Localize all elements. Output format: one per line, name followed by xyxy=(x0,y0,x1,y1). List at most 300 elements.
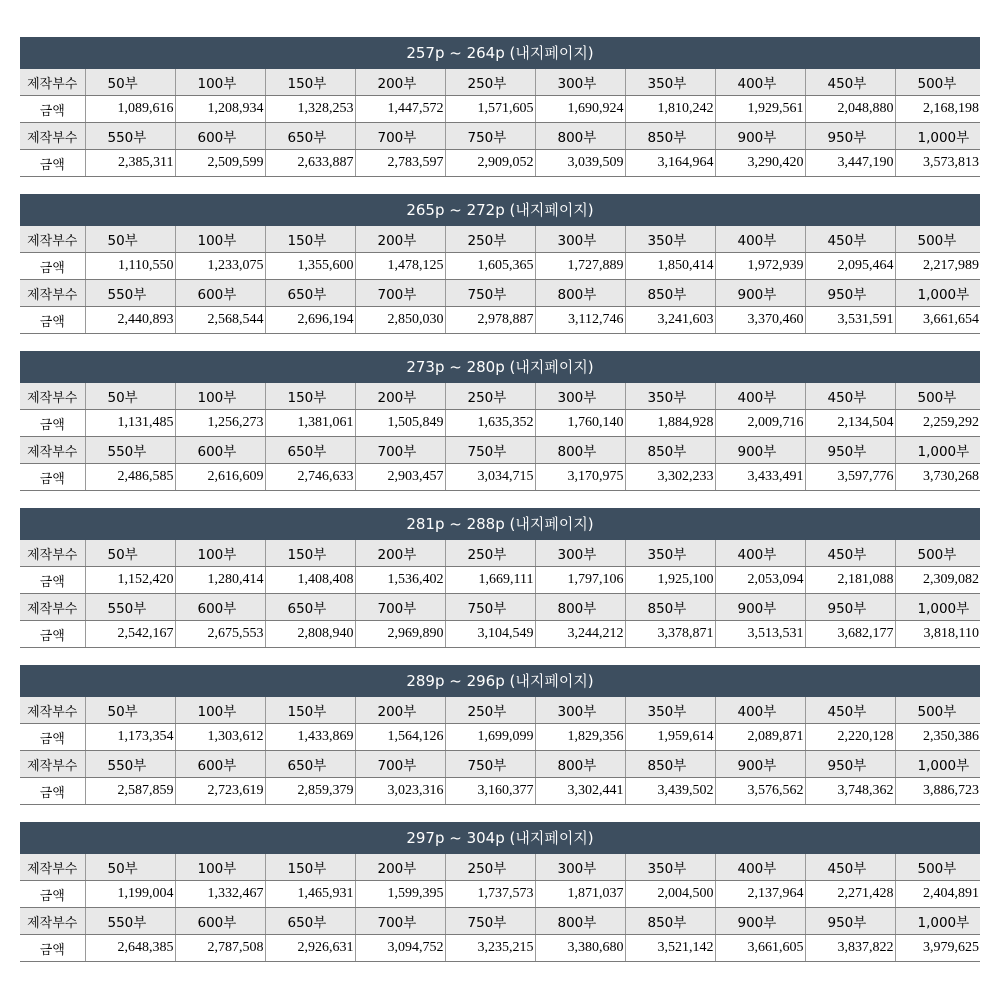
amount-cell: 2,969,890 xyxy=(355,621,445,648)
amount-row-label: 금액 xyxy=(20,567,85,594)
quantity-cell: 350부 xyxy=(625,540,715,567)
quantity-cell: 100부 xyxy=(175,540,265,567)
quantity-cell: 350부 xyxy=(625,383,715,410)
amount-cell: 2,633,887 xyxy=(265,150,355,177)
quantity-cell: 850부 xyxy=(625,594,715,621)
amount-cell: 3,160,377 xyxy=(445,778,535,805)
quantity-cell: 400부 xyxy=(715,383,805,410)
amount-cell: 1,884,928 xyxy=(625,410,715,437)
quantity-cell: 100부 xyxy=(175,226,265,253)
quantity-cell: 500부 xyxy=(895,540,980,567)
quantity-cell: 550부 xyxy=(85,280,175,307)
amount-cell: 1,727,889 xyxy=(535,253,625,280)
amount-cell: 1,131,485 xyxy=(85,410,175,437)
quantity-cell: 800부 xyxy=(535,594,625,621)
amount-cell: 2,486,585 xyxy=(85,464,175,491)
quantity-cell: 500부 xyxy=(895,854,980,881)
amount-cell: 3,573,813 xyxy=(895,150,980,177)
quantity-cell: 50부 xyxy=(85,697,175,724)
amount-cell: 2,053,094 xyxy=(715,567,805,594)
quantity-cell: 150부 xyxy=(265,854,355,881)
quantity-cell: 250부 xyxy=(445,383,535,410)
quantity-cell: 800부 xyxy=(535,908,625,935)
amount-cell: 1,760,140 xyxy=(535,410,625,437)
quantity-cell: 700부 xyxy=(355,437,445,464)
quantity-row-label: 제작부수 xyxy=(20,540,85,567)
price-tables xyxy=(20,37,980,979)
quantity-cell: 550부 xyxy=(85,123,175,150)
amount-cell: 1,303,612 xyxy=(175,724,265,751)
amount-cell: 3,597,776 xyxy=(805,464,895,491)
amount-cell: 1,669,111 xyxy=(445,567,535,594)
quantity-cell: 650부 xyxy=(265,594,355,621)
amount-row-label: 금액 xyxy=(20,881,85,908)
quantity-cell: 600부 xyxy=(175,908,265,935)
amount-cell: 2,385,311 xyxy=(85,150,175,177)
quantity-cell: 300부 xyxy=(535,69,625,96)
amount-cell: 3,302,233 xyxy=(625,464,715,491)
quantity-cell: 1,000부 xyxy=(895,123,980,150)
quantity-cell: 900부 xyxy=(715,280,805,307)
amount-cell: 3,244,212 xyxy=(535,621,625,648)
amount-cell: 1,256,273 xyxy=(175,410,265,437)
amount-cell: 3,023,316 xyxy=(355,778,445,805)
price-table xyxy=(20,69,980,177)
quantity-cell: 200부 xyxy=(355,226,445,253)
amount-cell: 2,542,167 xyxy=(85,621,175,648)
amount-cell: 1,972,939 xyxy=(715,253,805,280)
amount-cell: 3,439,502 xyxy=(625,778,715,805)
quantity-row xyxy=(20,854,980,881)
quantity-cell: 750부 xyxy=(445,908,535,935)
amount-cell: 3,370,460 xyxy=(715,307,805,334)
amount-cell: 1,173,354 xyxy=(85,724,175,751)
amount-cell: 1,381,061 xyxy=(265,410,355,437)
quantity-row xyxy=(20,69,980,96)
quantity-cell: 900부 xyxy=(715,123,805,150)
quantity-row-label: 제작부수 xyxy=(20,908,85,935)
quantity-cell: 200부 xyxy=(355,383,445,410)
amount-cell: 3,521,142 xyxy=(625,935,715,962)
amount-cell: 3,290,420 xyxy=(715,150,805,177)
amount-cell: 1,571,605 xyxy=(445,96,535,123)
quantity-cell: 300부 xyxy=(535,383,625,410)
amount-cell: 2,137,964 xyxy=(715,881,805,908)
quantity-cell: 100부 xyxy=(175,854,265,881)
amount-cell: 3,241,603 xyxy=(625,307,715,334)
amount-row xyxy=(20,253,980,280)
quantity-row-label: 제작부수 xyxy=(20,69,85,96)
quantity-cell: 1,000부 xyxy=(895,594,980,621)
quantity-cell: 400부 xyxy=(715,69,805,96)
quantity-cell: 400부 xyxy=(715,697,805,724)
quantity-cell: 350부 xyxy=(625,697,715,724)
quantity-cell: 350부 xyxy=(625,69,715,96)
quantity-cell: 600부 xyxy=(175,280,265,307)
amount-cell: 1,850,414 xyxy=(625,253,715,280)
quantity-cell: 500부 xyxy=(895,697,980,724)
section-title: 257p ~ 264p (내지페이지) xyxy=(20,37,980,69)
amount-cell: 2,616,609 xyxy=(175,464,265,491)
amount-cell: 3,447,190 xyxy=(805,150,895,177)
amount-cell: 1,280,414 xyxy=(175,567,265,594)
quantity-cell: 50부 xyxy=(85,69,175,96)
amount-row xyxy=(20,410,980,437)
amount-cell: 3,235,215 xyxy=(445,935,535,962)
amount-row-label: 금액 xyxy=(20,778,85,805)
quantity-cell: 450부 xyxy=(805,383,895,410)
quantity-cell: 300부 xyxy=(535,854,625,881)
amount-row-label: 금액 xyxy=(20,150,85,177)
amount-row xyxy=(20,150,980,177)
quantity-cell: 950부 xyxy=(805,437,895,464)
amount-cell: 3,682,177 xyxy=(805,621,895,648)
amount-cell: 2,404,891 xyxy=(895,881,980,908)
quantity-row xyxy=(20,226,980,253)
amount-cell: 1,208,934 xyxy=(175,96,265,123)
quantity-cell: 950부 xyxy=(805,123,895,150)
price-section xyxy=(20,351,980,508)
quantity-cell: 800부 xyxy=(535,751,625,778)
amount-cell: 1,536,402 xyxy=(355,567,445,594)
quantity-cell: 550부 xyxy=(85,437,175,464)
quantity-cell: 900부 xyxy=(715,594,805,621)
amount-cell: 3,433,491 xyxy=(715,464,805,491)
quantity-cell: 600부 xyxy=(175,751,265,778)
quantity-row xyxy=(20,437,980,464)
amount-cell: 2,675,553 xyxy=(175,621,265,648)
amount-cell: 1,635,352 xyxy=(445,410,535,437)
amount-cell: 2,220,128 xyxy=(805,724,895,751)
quantity-cell: 250부 xyxy=(445,226,535,253)
amount-row-label: 금액 xyxy=(20,410,85,437)
price-table xyxy=(20,226,980,334)
quantity-cell: 700부 xyxy=(355,280,445,307)
quantity-cell: 350부 xyxy=(625,854,715,881)
price-section xyxy=(20,508,980,665)
quantity-cell: 250부 xyxy=(445,540,535,567)
quantity-row-label: 제작부수 xyxy=(20,751,85,778)
amount-cell: 2,808,940 xyxy=(265,621,355,648)
amount-cell: 1,797,106 xyxy=(535,567,625,594)
quantity-cell: 500부 xyxy=(895,383,980,410)
amount-cell: 2,440,893 xyxy=(85,307,175,334)
amount-row-label: 금액 xyxy=(20,464,85,491)
quantity-row xyxy=(20,280,980,307)
quantity-cell: 300부 xyxy=(535,226,625,253)
amount-cell: 3,576,562 xyxy=(715,778,805,805)
quantity-cell: 650부 xyxy=(265,280,355,307)
quantity-row-label: 제작부수 xyxy=(20,437,85,464)
amount-cell: 1,152,420 xyxy=(85,567,175,594)
quantity-cell: 250부 xyxy=(445,69,535,96)
quantity-cell: 550부 xyxy=(85,594,175,621)
quantity-cell: 200부 xyxy=(355,697,445,724)
quantity-cell: 150부 xyxy=(265,226,355,253)
amount-cell: 2,783,597 xyxy=(355,150,445,177)
amount-cell: 2,095,464 xyxy=(805,253,895,280)
amount-row xyxy=(20,96,980,123)
amount-cell: 3,094,752 xyxy=(355,935,445,962)
quantity-cell: 100부 xyxy=(175,69,265,96)
quantity-cell: 850부 xyxy=(625,437,715,464)
quantity-cell: 200부 xyxy=(355,69,445,96)
quantity-row-label: 제작부수 xyxy=(20,697,85,724)
section-title: 289p ~ 296p (내지페이지) xyxy=(20,665,980,697)
quantity-cell: 400부 xyxy=(715,854,805,881)
amount-cell: 2,568,544 xyxy=(175,307,265,334)
amount-row-label: 금액 xyxy=(20,253,85,280)
quantity-cell: 750부 xyxy=(445,751,535,778)
amount-cell: 2,181,088 xyxy=(805,567,895,594)
amount-cell: 1,810,242 xyxy=(625,96,715,123)
amount-cell: 3,748,362 xyxy=(805,778,895,805)
amount-cell: 1,110,550 xyxy=(85,253,175,280)
amount-cell: 1,699,099 xyxy=(445,724,535,751)
amount-cell: 3,661,654 xyxy=(895,307,980,334)
amount-cell: 1,478,125 xyxy=(355,253,445,280)
amount-cell: 1,089,616 xyxy=(85,96,175,123)
quantity-cell: 450부 xyxy=(805,540,895,567)
amount-cell: 1,505,849 xyxy=(355,410,445,437)
amount-cell: 2,089,871 xyxy=(715,724,805,751)
amount-cell: 2,648,385 xyxy=(85,935,175,962)
amount-cell: 2,859,379 xyxy=(265,778,355,805)
amount-row xyxy=(20,621,980,648)
quantity-cell: 450부 xyxy=(805,69,895,96)
amount-cell: 2,746,633 xyxy=(265,464,355,491)
section-title: 297p ~ 304p (내지페이지) xyxy=(20,822,980,854)
quantity-cell: 750부 xyxy=(445,594,535,621)
quantity-cell: 50부 xyxy=(85,226,175,253)
quantity-cell: 850부 xyxy=(625,751,715,778)
amount-cell: 1,199,004 xyxy=(85,881,175,908)
amount-row-label: 금액 xyxy=(20,307,85,334)
quantity-row xyxy=(20,697,980,724)
quantity-cell: 300부 xyxy=(535,697,625,724)
amount-cell: 1,233,075 xyxy=(175,253,265,280)
quantity-cell: 200부 xyxy=(355,854,445,881)
amount-cell: 3,164,964 xyxy=(625,150,715,177)
price-section xyxy=(20,194,980,351)
quantity-row xyxy=(20,540,980,567)
quantity-row-label: 제작부수 xyxy=(20,226,85,253)
amount-cell: 1,737,573 xyxy=(445,881,535,908)
quantity-row xyxy=(20,123,980,150)
amount-cell: 2,587,859 xyxy=(85,778,175,805)
amount-cell: 2,048,880 xyxy=(805,96,895,123)
quantity-cell: 800부 xyxy=(535,280,625,307)
quantity-cell: 850부 xyxy=(625,123,715,150)
quantity-cell: 950부 xyxy=(805,280,895,307)
quantity-cell: 100부 xyxy=(175,697,265,724)
amount-cell: 1,605,365 xyxy=(445,253,535,280)
quantity-cell: 150부 xyxy=(265,697,355,724)
amount-cell: 3,378,871 xyxy=(625,621,715,648)
amount-cell: 2,909,052 xyxy=(445,150,535,177)
amount-cell: 3,730,268 xyxy=(895,464,980,491)
quantity-cell: 150부 xyxy=(265,540,355,567)
quantity-cell: 750부 xyxy=(445,280,535,307)
quantity-cell: 600부 xyxy=(175,437,265,464)
price-table xyxy=(20,697,980,805)
amount-cell: 2,271,428 xyxy=(805,881,895,908)
section-title: 265p ~ 272p (내지페이지) xyxy=(20,194,980,226)
amount-cell: 3,380,680 xyxy=(535,935,625,962)
amount-cell: 3,886,723 xyxy=(895,778,980,805)
quantity-cell: 650부 xyxy=(265,123,355,150)
amount-cell: 2,259,292 xyxy=(895,410,980,437)
quantity-cell: 700부 xyxy=(355,908,445,935)
quantity-row xyxy=(20,908,980,935)
price-section xyxy=(20,665,980,822)
quantity-cell: 850부 xyxy=(625,280,715,307)
quantity-cell: 750부 xyxy=(445,123,535,150)
quantity-cell: 400부 xyxy=(715,540,805,567)
amount-row-label: 금액 xyxy=(20,935,85,962)
quantity-cell: 150부 xyxy=(265,69,355,96)
section-title: 273p ~ 280p (내지페이지) xyxy=(20,351,980,383)
amount-row-label: 금액 xyxy=(20,96,85,123)
quantity-cell: 1,000부 xyxy=(895,751,980,778)
amount-cell: 1,433,869 xyxy=(265,724,355,751)
quantity-cell: 650부 xyxy=(265,751,355,778)
quantity-cell: 600부 xyxy=(175,594,265,621)
quantity-row xyxy=(20,383,980,410)
quantity-cell: 450부 xyxy=(805,854,895,881)
amount-cell: 2,850,030 xyxy=(355,307,445,334)
quantity-cell: 550부 xyxy=(85,751,175,778)
amount-cell: 1,564,126 xyxy=(355,724,445,751)
amount-row xyxy=(20,881,980,908)
amount-cell: 3,302,441 xyxy=(535,778,625,805)
amount-cell: 3,661,605 xyxy=(715,935,805,962)
quantity-cell: 650부 xyxy=(265,437,355,464)
quantity-cell: 550부 xyxy=(85,908,175,935)
amount-cell: 3,531,591 xyxy=(805,307,895,334)
amount-cell: 1,959,614 xyxy=(625,724,715,751)
amount-cell: 3,818,110 xyxy=(895,621,980,648)
quantity-cell: 50부 xyxy=(85,854,175,881)
amount-cell: 2,004,500 xyxy=(625,881,715,908)
amount-cell: 3,034,715 xyxy=(445,464,535,491)
amount-cell: 2,787,508 xyxy=(175,935,265,962)
quantity-cell: 250부 xyxy=(445,697,535,724)
amount-cell: 3,112,746 xyxy=(535,307,625,334)
amount-cell: 2,723,619 xyxy=(175,778,265,805)
amount-cell: 1,690,924 xyxy=(535,96,625,123)
amount-cell: 2,168,198 xyxy=(895,96,980,123)
amount-cell: 1,465,931 xyxy=(265,881,355,908)
quantity-cell: 800부 xyxy=(535,123,625,150)
amount-cell: 1,871,037 xyxy=(535,881,625,908)
amount-cell: 2,309,082 xyxy=(895,567,980,594)
amount-row xyxy=(20,724,980,751)
amount-cell: 1,332,467 xyxy=(175,881,265,908)
amount-cell: 1,929,561 xyxy=(715,96,805,123)
quantity-cell: 750부 xyxy=(445,437,535,464)
quantity-cell: 250부 xyxy=(445,854,535,881)
amount-cell: 3,104,549 xyxy=(445,621,535,648)
amount-row xyxy=(20,778,980,805)
amount-cell: 3,837,822 xyxy=(805,935,895,962)
amount-row xyxy=(20,567,980,594)
quantity-cell: 950부 xyxy=(805,594,895,621)
amount-cell: 1,829,356 xyxy=(535,724,625,751)
price-section xyxy=(20,822,980,979)
quantity-cell: 400부 xyxy=(715,226,805,253)
amount-cell: 1,408,408 xyxy=(265,567,355,594)
amount-cell: 2,978,887 xyxy=(445,307,535,334)
amount-cell: 2,009,716 xyxy=(715,410,805,437)
amount-cell: 2,134,504 xyxy=(805,410,895,437)
amount-cell: 2,926,631 xyxy=(265,935,355,962)
amount-cell: 1,355,600 xyxy=(265,253,355,280)
quantity-cell: 50부 xyxy=(85,383,175,410)
quantity-cell: 500부 xyxy=(895,69,980,96)
quantity-cell: 200부 xyxy=(355,540,445,567)
quantity-cell: 900부 xyxy=(715,751,805,778)
quantity-row-label: 제작부수 xyxy=(20,280,85,307)
amount-cell: 1,328,253 xyxy=(265,96,355,123)
quantity-row xyxy=(20,594,980,621)
amount-cell: 1,599,395 xyxy=(355,881,445,908)
quantity-cell: 700부 xyxy=(355,751,445,778)
amount-cell: 2,696,194 xyxy=(265,307,355,334)
quantity-cell: 450부 xyxy=(805,697,895,724)
quantity-cell: 350부 xyxy=(625,226,715,253)
quantity-cell: 500부 xyxy=(895,226,980,253)
amount-cell: 3,513,531 xyxy=(715,621,805,648)
amount-cell: 1,447,572 xyxy=(355,96,445,123)
quantity-cell: 950부 xyxy=(805,751,895,778)
amount-row xyxy=(20,935,980,962)
quantity-cell: 900부 xyxy=(715,437,805,464)
amount-cell: 3,170,975 xyxy=(535,464,625,491)
amount-cell: 2,509,599 xyxy=(175,150,265,177)
amount-row xyxy=(20,464,980,491)
quantity-row xyxy=(20,751,980,778)
amount-cell: 3,979,625 xyxy=(895,935,980,962)
amount-cell: 2,350,386 xyxy=(895,724,980,751)
amount-cell: 3,039,509 xyxy=(535,150,625,177)
quantity-cell: 700부 xyxy=(355,594,445,621)
amount-row xyxy=(20,307,980,334)
price-section xyxy=(20,37,980,194)
quantity-cell: 600부 xyxy=(175,123,265,150)
quantity-cell: 1,000부 xyxy=(895,437,980,464)
amount-cell: 2,217,989 xyxy=(895,253,980,280)
amount-cell: 2,903,457 xyxy=(355,464,445,491)
quantity-cell: 100부 xyxy=(175,383,265,410)
section-title: 281p ~ 288p (내지페이지) xyxy=(20,508,980,540)
quantity-cell: 800부 xyxy=(535,437,625,464)
quantity-cell: 850부 xyxy=(625,908,715,935)
quantity-cell: 1,000부 xyxy=(895,280,980,307)
quantity-cell: 700부 xyxy=(355,123,445,150)
quantity-cell: 1,000부 xyxy=(895,908,980,935)
quantity-cell: 650부 xyxy=(265,908,355,935)
quantity-row-label: 제작부수 xyxy=(20,383,85,410)
quantity-row-label: 제작부수 xyxy=(20,854,85,881)
quantity-cell: 150부 xyxy=(265,383,355,410)
quantity-cell: 300부 xyxy=(535,540,625,567)
price-table xyxy=(20,540,980,648)
quantity-cell: 450부 xyxy=(805,226,895,253)
price-table xyxy=(20,383,980,491)
quantity-cell: 950부 xyxy=(805,908,895,935)
quantity-row-label: 제작부수 xyxy=(20,123,85,150)
